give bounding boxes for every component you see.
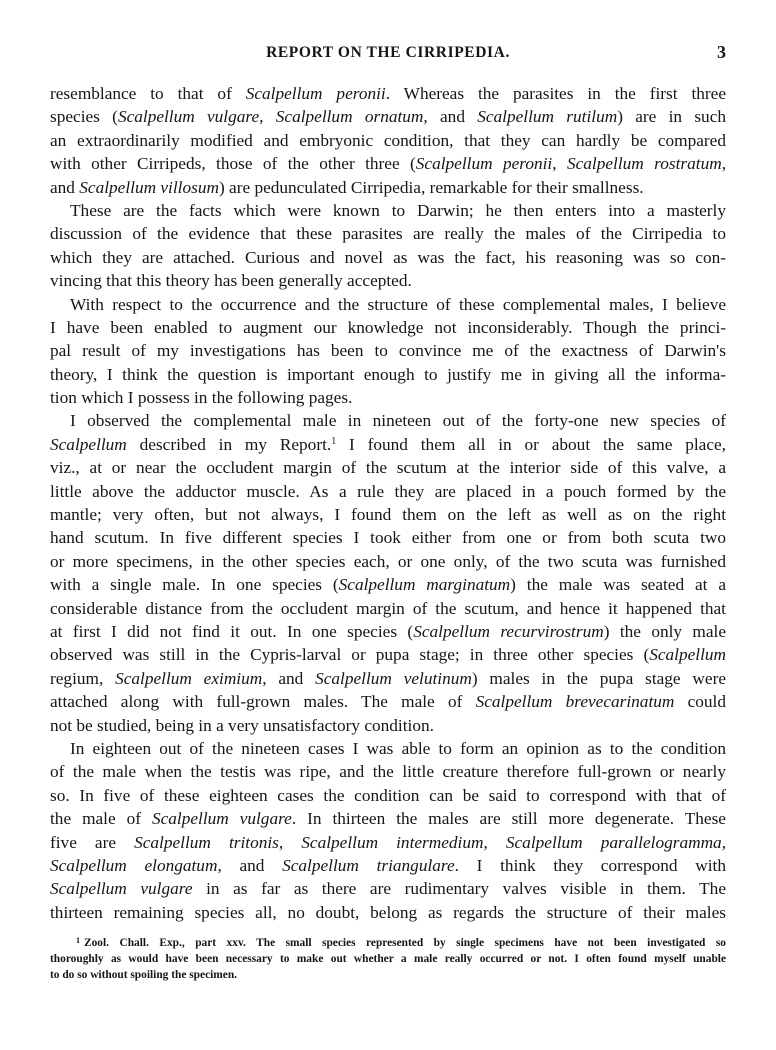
page-number: 3 [717,42,726,62]
text-line: with other Cirripeds, those of the other three (Scalpellum peronii, Scalpellum rostratum, [50,154,726,174]
text-line: Scalpellum described in my Report.$^1$ I found them all in or about the same place, [50,434,726,454]
text-line: I have been enabled to augment our knowledge not inconsiderably. Though the princi- [50,317,726,337]
text-line: resemblance to that of Scalpellum peronii. Whereas the parasites in the first three [50,84,726,103]
text-line: species (Scalpellum vulgare, Scalpellum ornatum, and Scalpellum rutilum) are in such [50,107,726,127]
text-line: pal result of my investigations has been to convince me of the exactness of Darwin's [50,341,726,361]
text-line: observed was still in the Cypris-larval or pupa stage; in three other species (Scalpellum [50,645,726,665]
footnote-reference[interactable]: 1 [331,435,337,447]
footnote-line: thoroughly as would have been necessary to make out whether a male really occurred or not. I often found myself unable [50,953,726,965]
text-line: theory, I think the question is important enough to justify me in giving all the informa- [50,364,726,384]
text-line: of the male when the testis was ripe, and the little creature therefore full-grown or nearly [50,762,726,782]
text-line: discussion of the evidence that these parasites are really the males of the Cirripedia to [50,224,726,244]
text-line: five are Scalpellum tritonis, Scalpellum intermedium, Scalpellum parallelogramma, [50,832,726,852]
text-line: thirteen remaining species all, no doubt, belong as regards the structure of their males [50,902,726,922]
running-header [50,44,726,66]
footnote-text: Zool. Chall. Exp., part xxv. The small species represented by single specimens have not been investigated so [84,937,726,949]
text-line: considerable distance from the occludent margin of the scutum, and hence it happened that [50,598,726,618]
text-line: These are the facts which were known to Darwin; he then enters into a masterly [70,200,726,220]
text-line: the male of Scalpellum vulgare. In thirteen the males are still more degenerate. These [50,809,726,829]
text-line: an extraordinarily modified and embryonic condition, that they can hardly be compared [50,130,726,150]
text-line: mantle; very often, but not always, I found them on the left as well as on the right [50,505,726,525]
text-line: attached along with full-grown males. The male of Scalpellum brevecarinatum could [50,692,726,712]
text-line: Scalpellum vulgare in as far as there are rudimentary valves visible in them. The [50,879,726,899]
text-line: which they are attached. Curious and novel as was the fact, his reasoning was so con- [50,247,726,267]
text-line: With respect to the occurrence and the structure of these complemental males, I believe [70,294,726,314]
text-line: not be studied, being in a very unsatisfactory condition. [50,715,434,735]
text-line-with-footnote [50,433,726,456]
text-line: so. In five of these eighteen cases the condition can be said to correspond with that of [50,785,726,805]
text-line: and Scalpellum villosum) are pedunculated Cirripedia, remarkable for their smallness. [50,177,644,197]
text-line: regium, Scalpellum eximium, and Scalpellum velutinum) males in the pupa stage were [50,668,726,688]
footnote-line [50,935,726,951]
running-title: REPORT ON THE CIRRIPEDIA. [266,44,510,61]
footnote-marker: 1 [76,936,80,945]
text-line: with a single male. In one species (Scalpellum marginatum) the male was seated at a [50,575,726,595]
text-line: In eighteen out of the nineteen cases I was able to form an opinion as to the condition [70,738,726,758]
footnote-line: to do so without spoiling the specimen. [50,969,238,981]
text-line: at first I did not find it out. In one species (Scalpellum recurvirostrum) the only male [50,621,726,641]
text-line: or more specimens, in the other species each, or one only, of the two scuta was furnished [50,551,726,571]
body-text [50,82,726,924]
text-line: Scalpellum elongatum, and Scalpellum triangulare. I think they correspond with [50,855,726,875]
text-line: vincing that this theory has been generally accepted. [50,271,412,291]
text-line: little above the adductor muscle. As a rule they are placed in a pouch formed by the [50,481,726,501]
footnote [50,935,726,983]
text-line: hand scutum. In five different species I took either from one or from both scuta two [50,528,726,548]
text-line: tion which I possess in the following pages. [50,388,353,408]
text-line: viz., at or near the occludent margin of the scutum at the interior side of this valve, a [50,458,726,478]
text-line: I observed the complemental male in nineteen out of the forty-one new species of [70,411,726,431]
